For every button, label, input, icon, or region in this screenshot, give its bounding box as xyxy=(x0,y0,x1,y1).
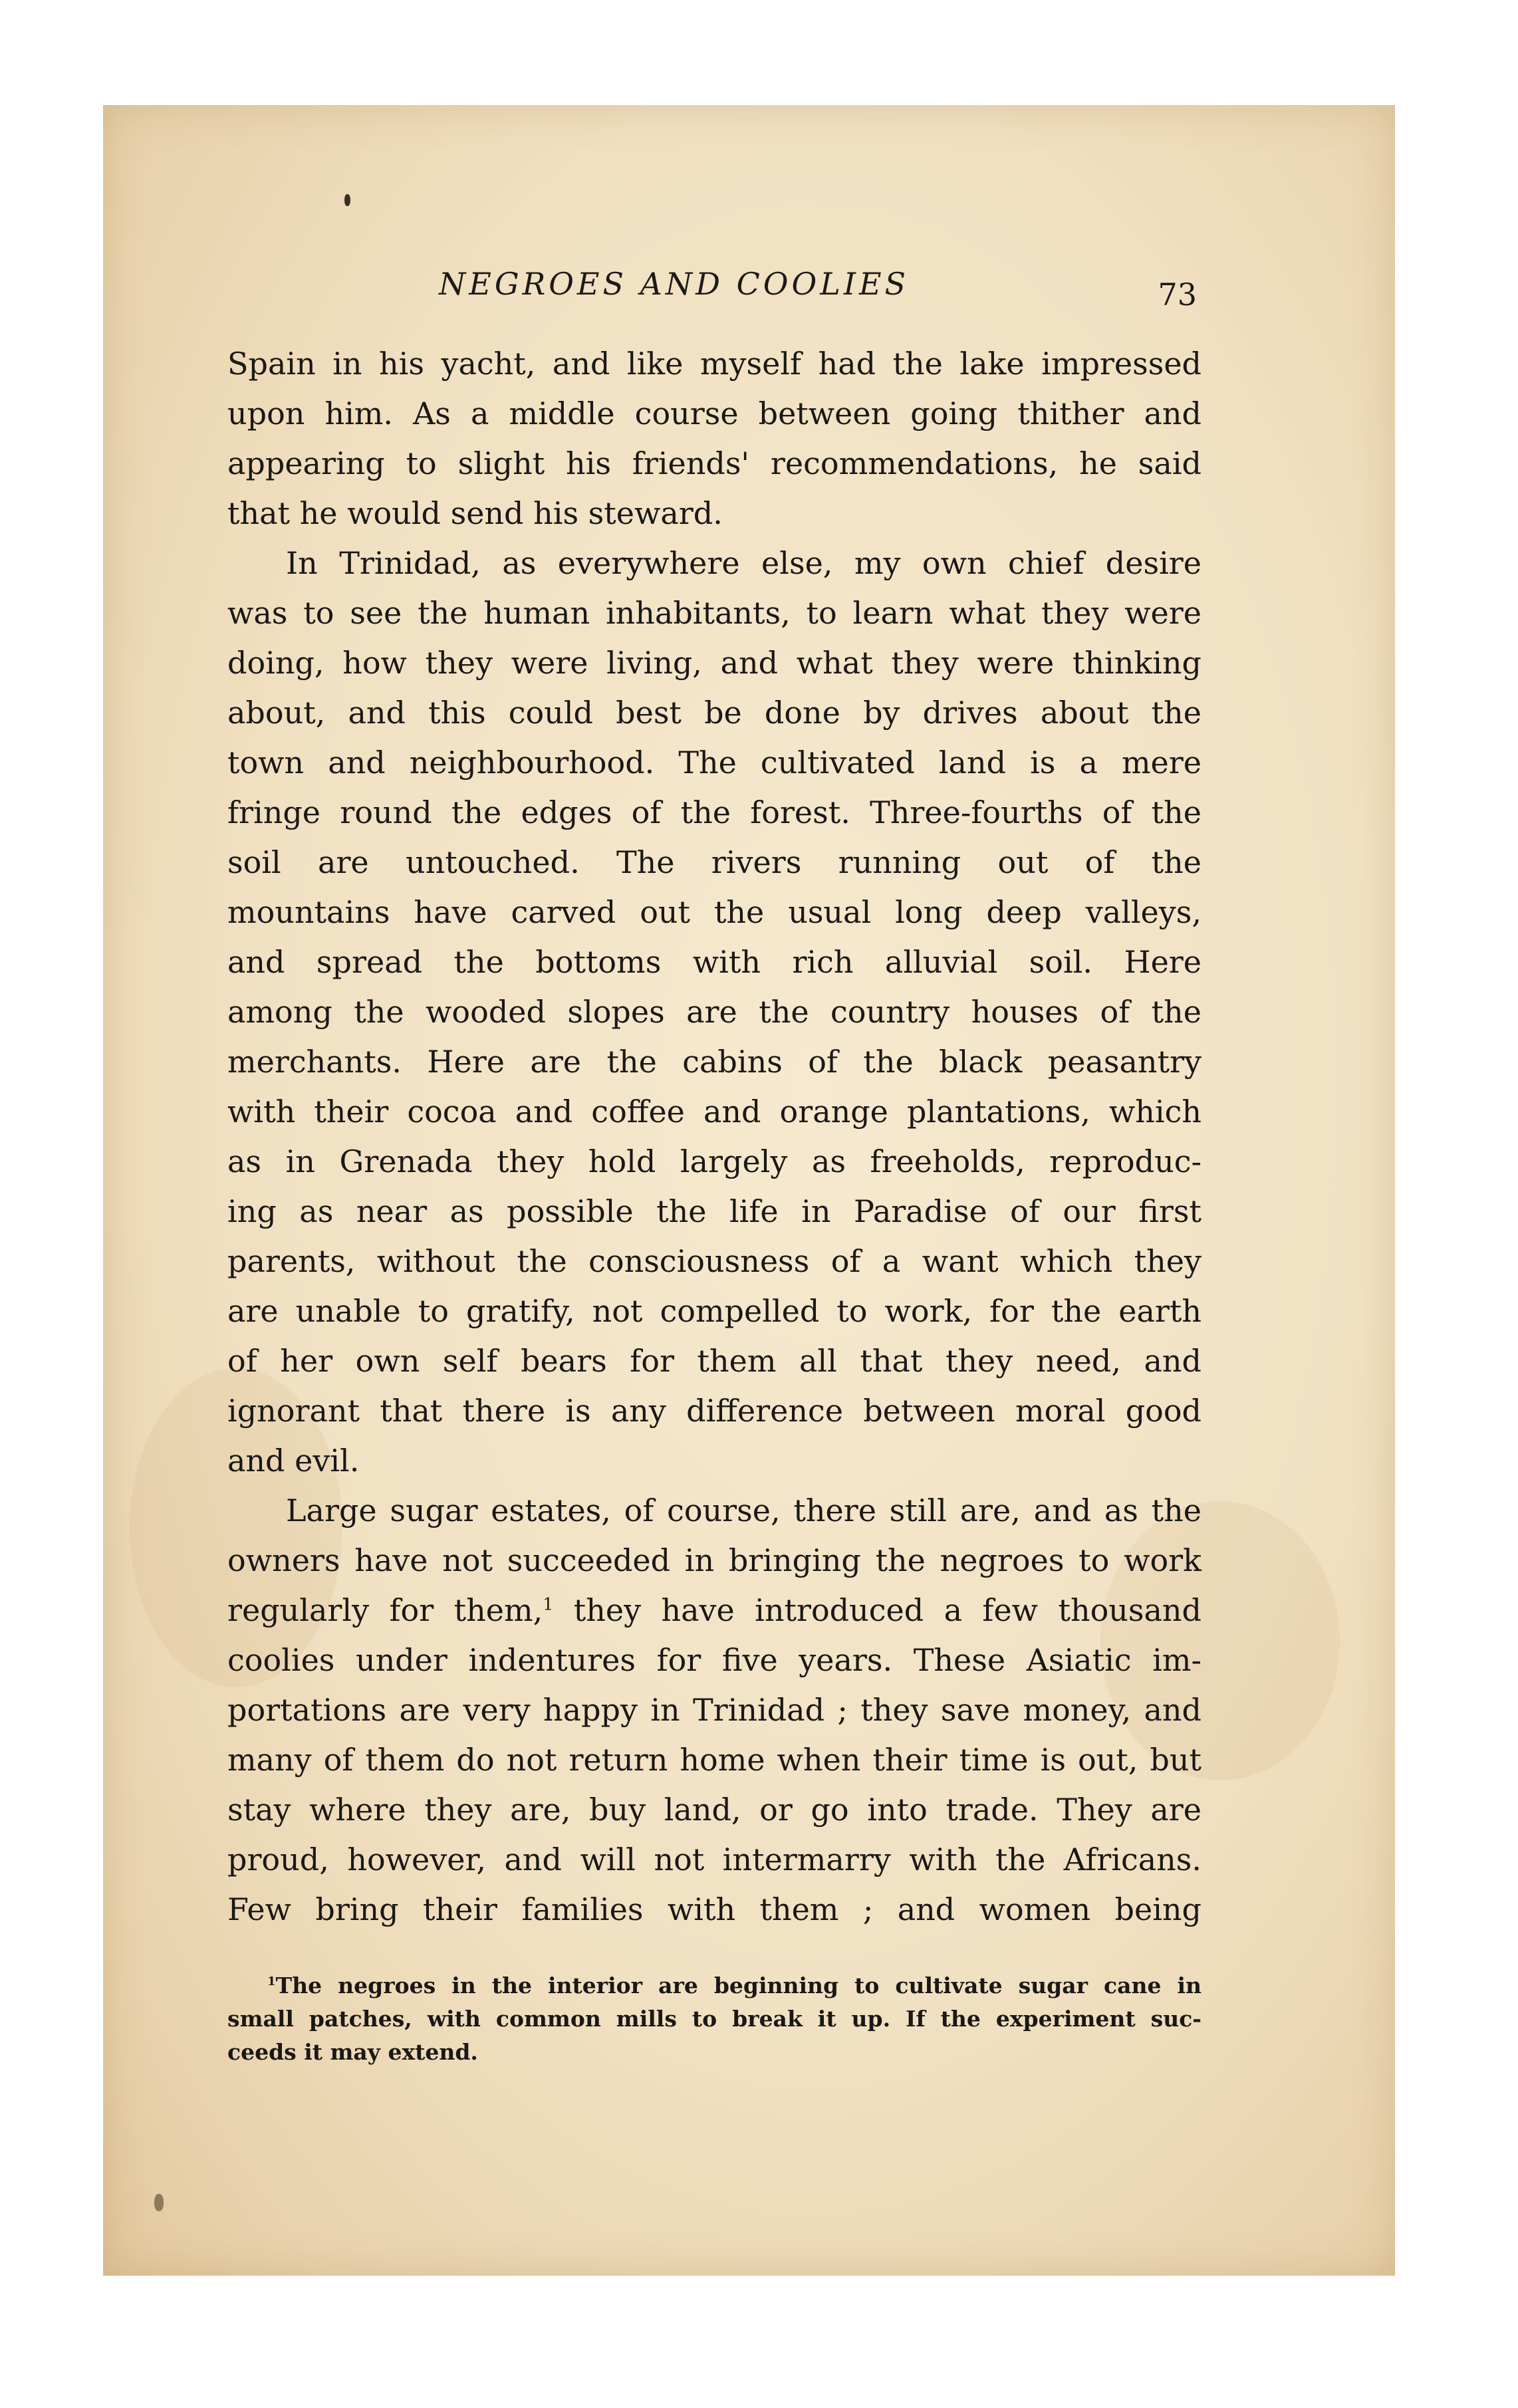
text-line: that he would send his steward. xyxy=(227,495,723,531)
page-header xyxy=(439,266,1197,312)
text-line: ignorant that there is any difference between moral good xyxy=(227,1393,1202,1429)
text-line: as in Grenada they hold largely as freeholds, reproduc- xyxy=(227,1144,1202,1179)
text-line: soil are untouched. The rivers running out of the xyxy=(227,844,1202,880)
ink-speck xyxy=(154,2194,164,2211)
text-line: about, and this could best be done by drives about the xyxy=(227,695,1202,731)
text-line: are unable to gratify, not compelled to work, for the earth xyxy=(227,1293,1202,1329)
text-line: stay where they are, buy land, or go into trade. They are xyxy=(227,1792,1202,1828)
text-line: ing as near as possible the life in Paradise of our first xyxy=(227,1193,1202,1229)
footnote-line: ceeds it may extend. xyxy=(227,2039,478,2065)
footnote-reference: 1 xyxy=(543,1594,554,1614)
text-line: of her own self bears for them all that they need, and xyxy=(227,1343,1202,1379)
footnote-line: small patches, with common mills to break it up. If the experiment suc- xyxy=(227,2006,1202,2032)
body-text xyxy=(227,339,1202,1935)
text-line: Spain in his yacht, and like myself had the lake impressed xyxy=(227,346,1202,382)
text-line: merchants. Here are the cabins of the black peasantry xyxy=(227,1044,1202,1080)
text-fragment: they have introduced a few thousand xyxy=(573,1592,1202,1628)
text-line: Few bring their families with them ; and women being xyxy=(227,1891,1202,1927)
footnote-line xyxy=(227,1969,1202,2002)
text-line: mountains have carved out the usual long deep valleys, xyxy=(227,894,1202,930)
text-fragment: The negroes in the interior are beginning to cultivate sugar cane in xyxy=(275,1973,1202,1998)
text-line: owners have not succeeded in bringing the negroes to work xyxy=(227,1542,1202,1578)
footnote xyxy=(227,1969,1202,2069)
text-line: appearing to slight his friends' recommendations, he said xyxy=(227,445,1202,481)
ink-speck xyxy=(344,194,350,206)
text-line: and evil. xyxy=(227,1443,360,1479)
text-line-with-footnote-ref xyxy=(227,1586,1202,1635)
page-number: 73 xyxy=(1158,277,1197,312)
text-line: parents, without the consciousness of a want which they xyxy=(227,1243,1202,1279)
text-line: town and neighbourhood. The cultivated land is a mere xyxy=(227,745,1202,781)
text-line: with their cocoa and coffee and orange plantations, which xyxy=(227,1094,1202,1130)
text-line: portations are very happy in Trinidad ; they save money, and xyxy=(227,1692,1202,1728)
paragraph-start-line: Large sugar estates, of course, there still are, and as the xyxy=(286,1493,1202,1528)
text-line: fringe round the edges of the forest. Three-fourths of the xyxy=(227,794,1202,830)
text-line: doing, how they were living, and what they were thinking xyxy=(227,645,1202,681)
running-title: NEGROES AND COOLIES xyxy=(439,266,910,302)
footnote-marker: 1 xyxy=(267,1975,276,1988)
text-line: among the wooded slopes are the country houses of the xyxy=(227,994,1202,1030)
text-fragment: regularly for them, xyxy=(227,1592,543,1628)
text-line: and spread the bottoms with rich alluvial soil. Here xyxy=(227,944,1202,980)
text-line: coolies under indentures for five years. These Asiatic im- xyxy=(227,1642,1202,1678)
text-line: upon him. As a middle course between going thither and xyxy=(227,396,1202,431)
text-line: was to see the human inhabitants, to learn what they were xyxy=(227,595,1202,631)
paragraph-start-line: In Trinidad, as everywhere else, my own chief desire xyxy=(286,545,1202,581)
text-line: proud, however, and will not intermarry with the Africans. xyxy=(227,1842,1202,1877)
text-line: many of them do not return home when their time is out, but xyxy=(227,1742,1202,1778)
